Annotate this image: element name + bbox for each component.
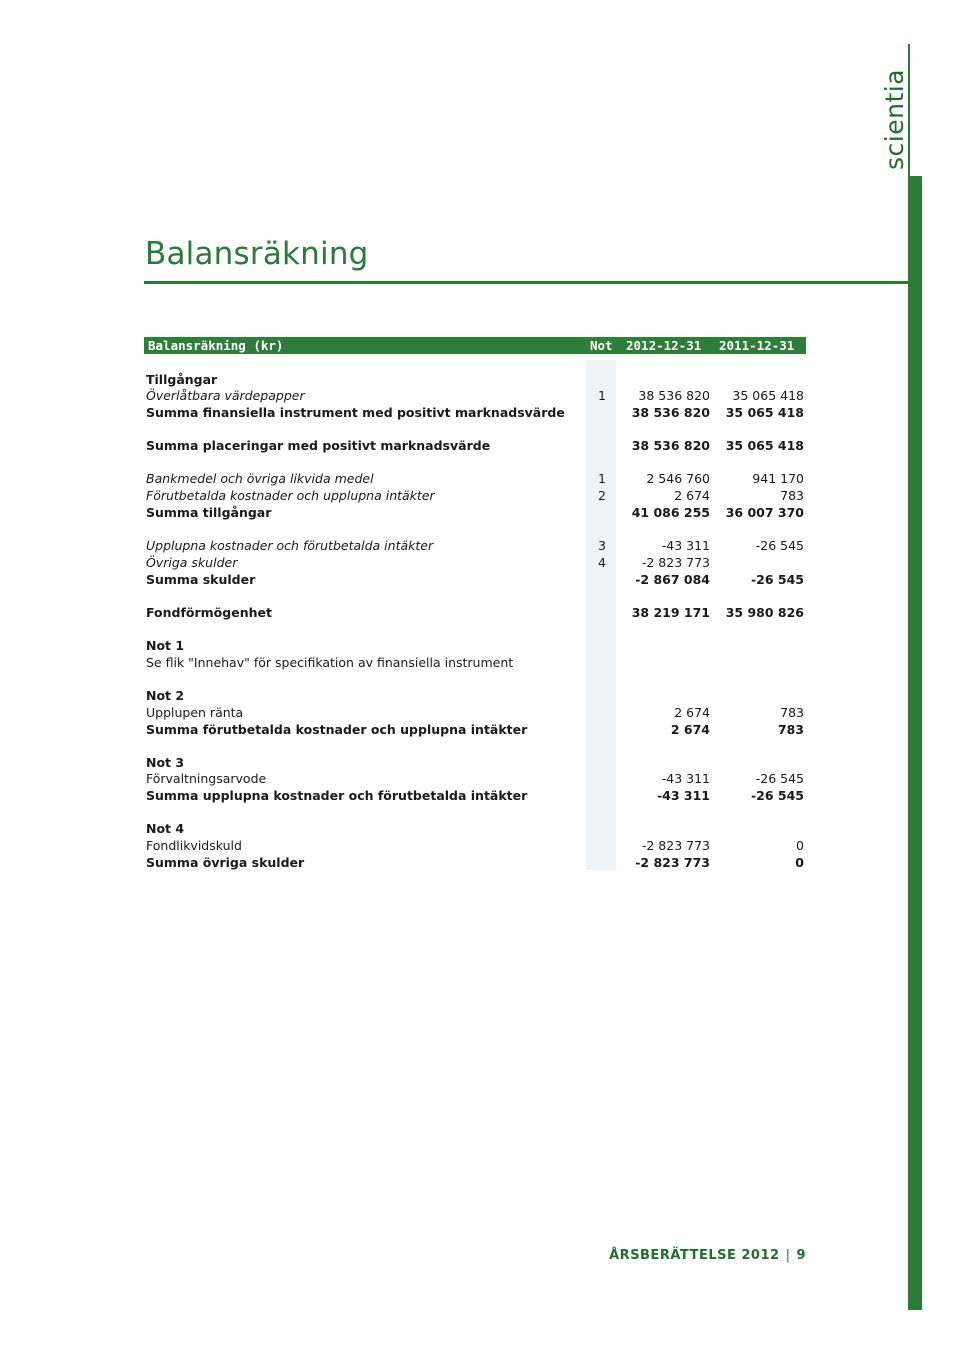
row-value-2012: -2 823 773 — [641, 555, 710, 570]
row-value-2011: -26 545 — [750, 572, 804, 587]
table-row — [144, 771, 806, 787]
footer-separator: | — [785, 1248, 791, 1263]
row-note: 1 — [598, 388, 606, 403]
row-label: Se flik "Innehav" för specifikation av finansiella instrument — [146, 655, 514, 670]
row-value-2012: -43 311 — [661, 771, 710, 786]
row-value-2012: 38 536 820 — [638, 388, 710, 403]
row-value-2011: 35 065 418 — [725, 438, 804, 453]
row-value-2012: 2 674 — [674, 488, 710, 503]
row-value-2012: 2 674 — [670, 722, 710, 737]
row-label: Fondförmögenhet — [146, 605, 272, 620]
row-label: Not 3 — [146, 755, 185, 770]
row-value-2011: 783 — [780, 488, 804, 503]
row-value-2011: -26 545 — [755, 538, 804, 553]
footer-report-title: ÅRSBERÄTTELSE 2012 — [609, 1248, 780, 1263]
row-label: Bankmedel och övriga likvida medel — [146, 471, 374, 486]
brand-side-bar-label-area — [908, 44, 922, 176]
row-value-2011: 35 065 418 — [725, 405, 804, 420]
row-value-2012: -43 311 — [656, 788, 710, 803]
row-label: Upplupna kostnader och förutbetalda intäkter — [146, 538, 434, 553]
row-note: 2 — [598, 488, 606, 503]
row-value-2011: -26 545 — [755, 771, 804, 786]
row-value-2012: -2 823 773 — [635, 855, 710, 870]
table-row — [144, 855, 806, 871]
table-row — [144, 788, 806, 804]
table-row — [144, 572, 806, 588]
row-note: 3 — [598, 538, 606, 553]
row-value-2012: 2 546 760 — [646, 471, 710, 486]
row-label: Upplupen ränta — [146, 705, 244, 720]
note-heading — [144, 688, 806, 704]
row-label: Övriga skulder — [146, 555, 238, 570]
row-value-2012: -43 311 — [661, 538, 710, 553]
table-row — [144, 838, 806, 854]
row-value-2011: 783 — [780, 705, 804, 720]
table-header-label: Balansräkning (kr) — [148, 338, 284, 353]
table-row — [144, 605, 806, 621]
title-divider — [144, 281, 909, 284]
row-label: Not 2 — [146, 688, 185, 703]
row-label: Summa finansiella instrument med positivt marknadsvärde — [146, 405, 565, 420]
table-header-note: Not — [590, 338, 613, 353]
row-label: Summa upplupna kostnader och förutbetalda intäkter — [146, 788, 528, 803]
row-value-2012: 2 674 — [674, 705, 710, 720]
table-row — [144, 388, 806, 404]
row-label: Summa tillgångar — [146, 505, 272, 520]
table-row — [144, 438, 806, 454]
row-value-2011: 941 170 — [752, 471, 804, 486]
row-value-2011: 783 — [777, 722, 804, 737]
table-row — [144, 555, 806, 571]
row-value-2012: 41 086 255 — [631, 505, 710, 520]
row-label: Överlåtbara värdepapper — [146, 388, 305, 403]
page-title: Balansräkning — [145, 236, 369, 272]
brand-side-bar — [908, 44, 922, 1310]
row-note: 1 — [598, 471, 606, 486]
row-label: Summa placeringar med positivt marknadsvärde — [146, 438, 491, 453]
row-value-2011: 35 065 418 — [732, 388, 804, 403]
table-row — [144, 655, 806, 671]
table-row — [144, 538, 806, 554]
row-value-2012: 38 536 820 — [631, 405, 710, 420]
note-heading — [144, 821, 806, 837]
row-value-2011: 0 — [795, 855, 804, 870]
table-header-2011: 2011-12-31 — [719, 338, 795, 353]
row-value-2012: -2 823 773 — [641, 838, 710, 853]
table-row — [144, 505, 806, 521]
row-value-2011: 35 980 826 — [725, 605, 804, 620]
row-label: Summa förutbetalda kostnader och upplupna intäkter — [146, 722, 528, 737]
table-row — [144, 405, 806, 421]
row-label: Summa skulder — [146, 572, 256, 587]
row-label: Not 1 — [146, 638, 185, 653]
row-value-2011: 0 — [796, 838, 804, 853]
row-value-2012: -2 867 084 — [635, 572, 710, 587]
table-header-2012: 2012-12-31 — [626, 338, 702, 353]
table-row — [144, 488, 806, 504]
row-value-2011: 36 007 370 — [725, 505, 804, 520]
table-row — [144, 705, 806, 721]
row-label: Not 4 — [146, 821, 185, 836]
row-label: Summa övriga skulder — [146, 855, 305, 870]
row-value-2012: 38 219 171 — [631, 605, 710, 620]
note-heading — [144, 638, 806, 654]
row-value-2011: -26 545 — [750, 788, 804, 803]
footer-page-number: 9 — [796, 1248, 806, 1263]
table-row — [144, 471, 806, 487]
row-value-2012: 38 536 820 — [631, 438, 710, 453]
row-label: Förvaltningsarvode — [146, 771, 267, 786]
row-label: Tillgångar — [146, 372, 218, 387]
row-note: 4 — [598, 555, 606, 570]
brand-logo-text: scientia — [880, 68, 909, 170]
note-heading — [144, 755, 806, 771]
row-label: Förutbetalda kostnader och upplupna intäkter — [146, 488, 435, 503]
table-header — [144, 337, 806, 354]
table-row — [144, 372, 806, 388]
page-footer — [609, 1248, 806, 1263]
table-row — [144, 722, 806, 738]
row-label: Fondlikvidskuld — [146, 838, 242, 853]
